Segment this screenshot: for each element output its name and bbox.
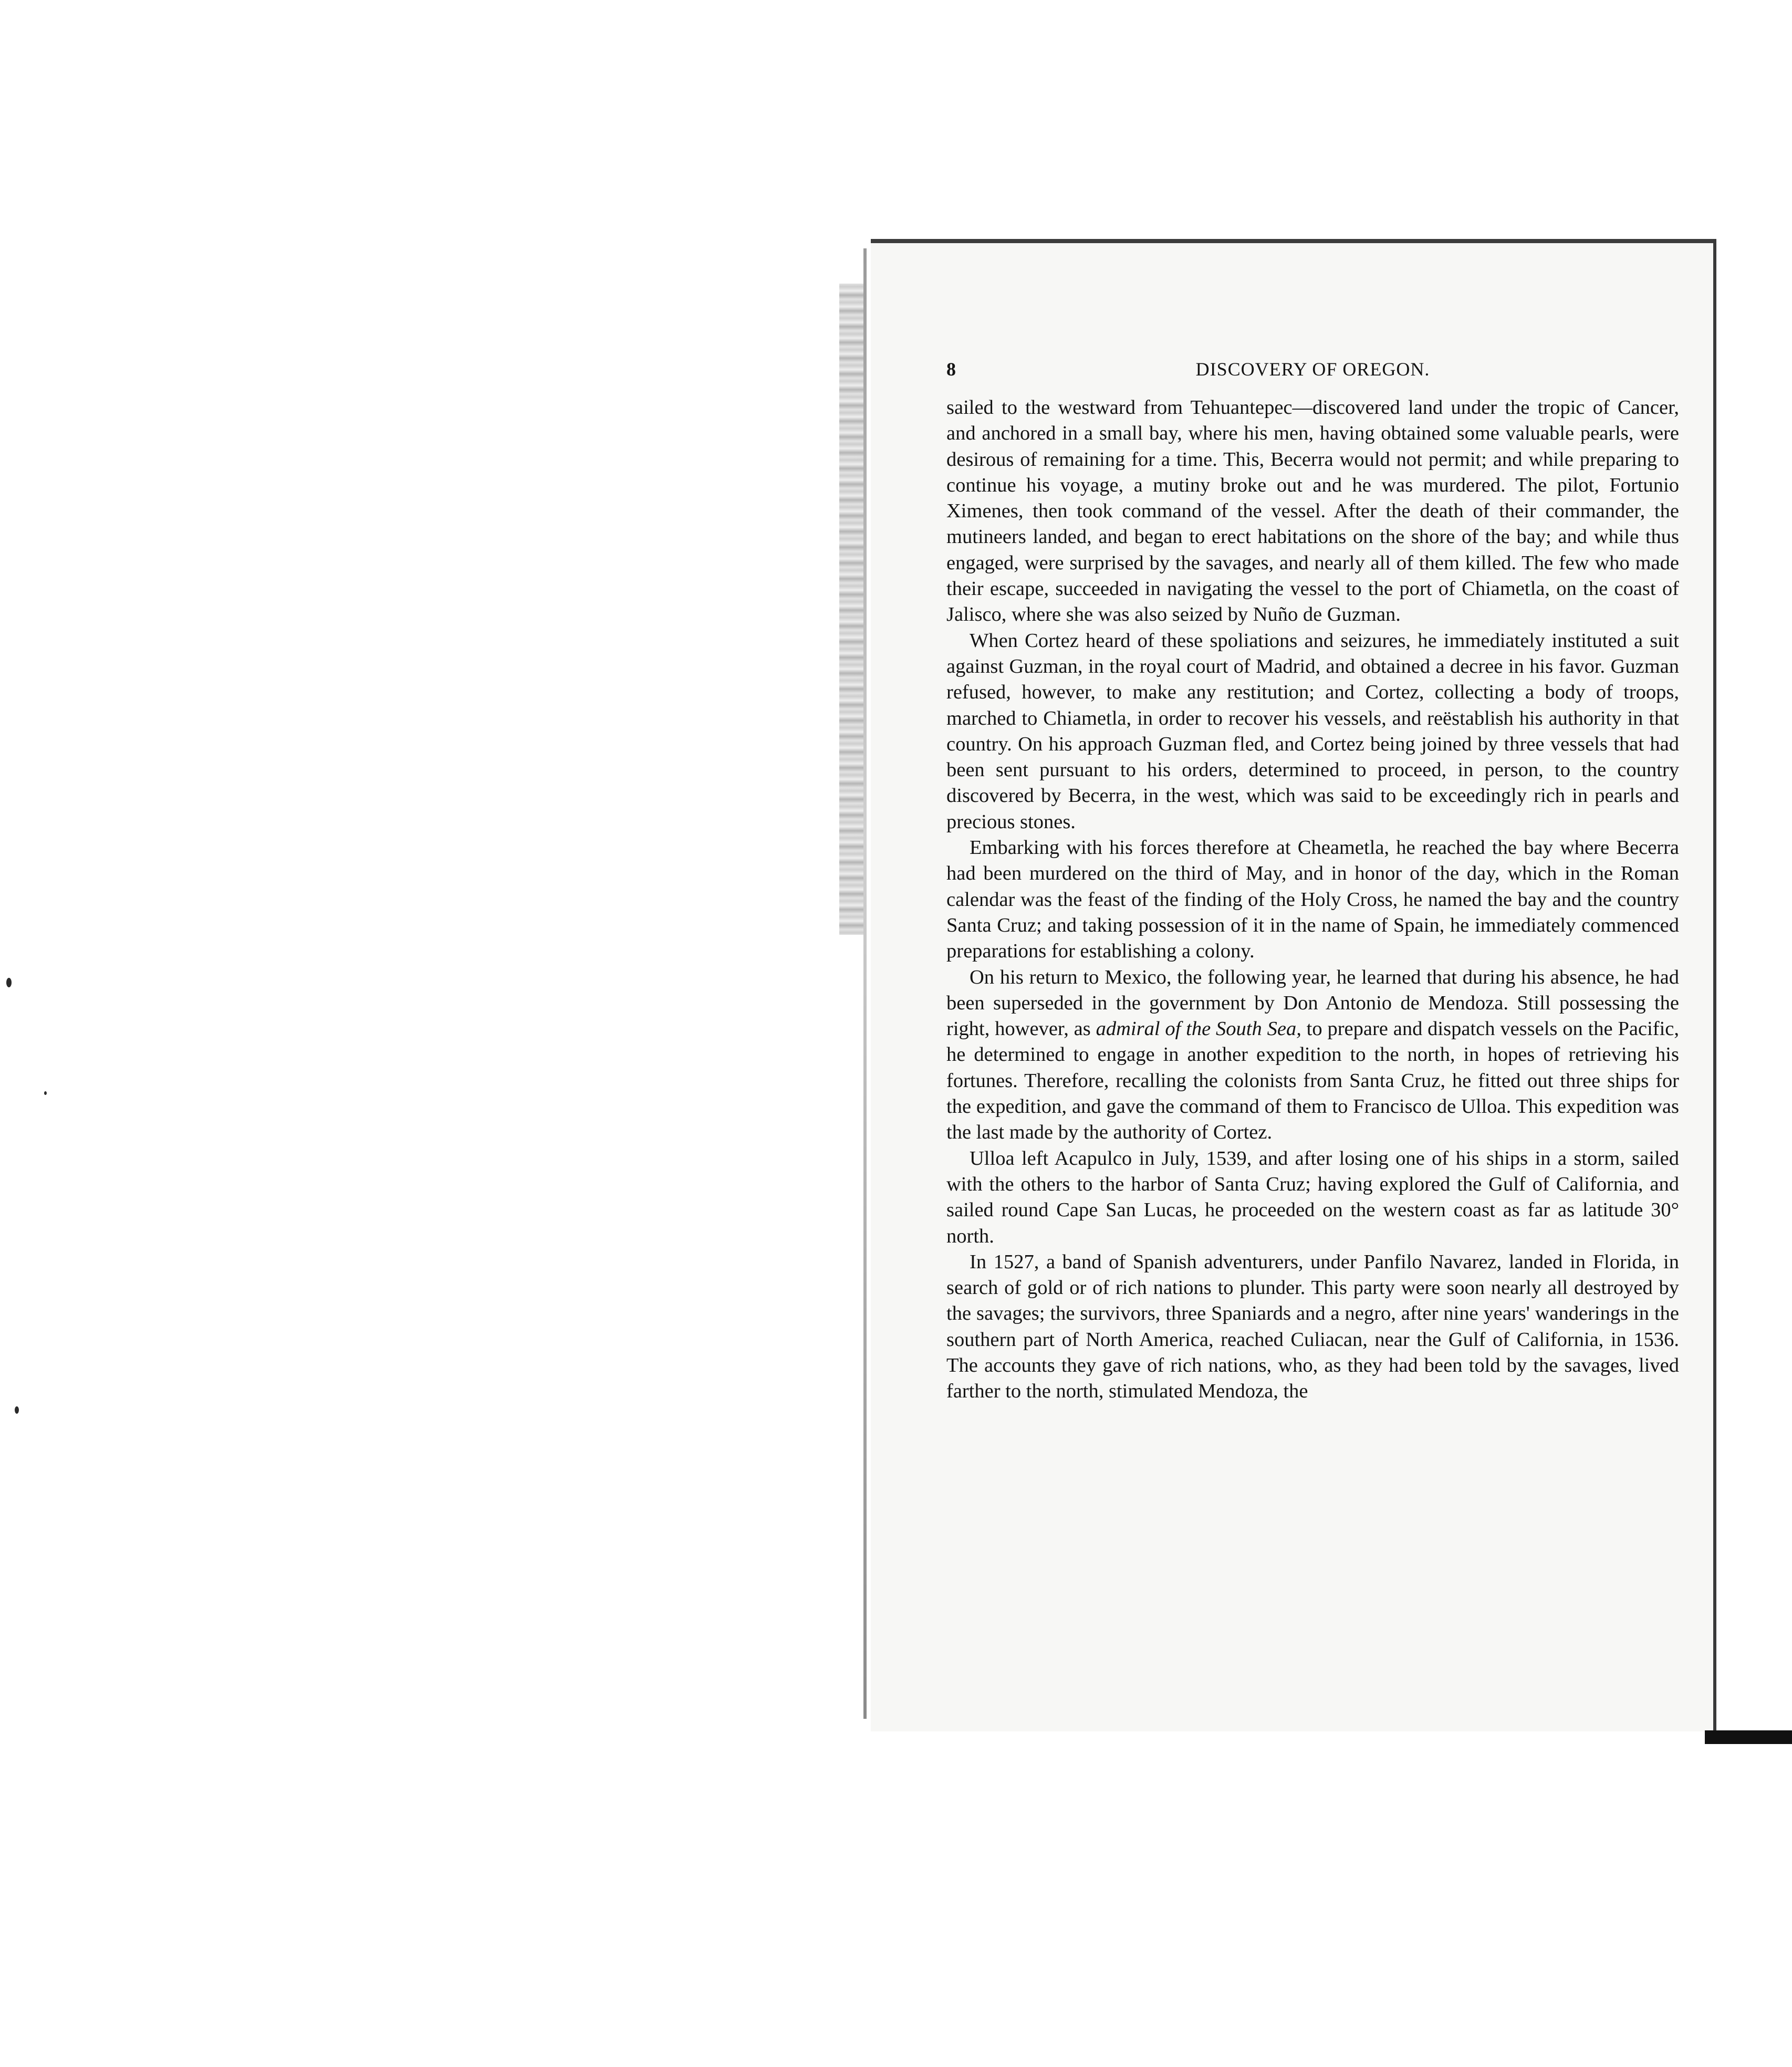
text-run: Embarking with his forces therefore at Cheametla, he reached the bay where Becerra had been murdered on the third of May, and in honor of the day, which in the Roman calendar was the feast of the finding of the Holy Cross, he named the bay and the country Santa Cruz; and taking possession of it in the name of Spain, he immediately commenced preparations for establishing a colony. bbox=[946, 837, 1679, 963]
body-text bbox=[946, 395, 1679, 1405]
book-binding bbox=[839, 284, 864, 935]
paragraph bbox=[946, 395, 1679, 628]
paragraph bbox=[946, 1146, 1679, 1249]
next-page-shadow bbox=[1705, 1730, 1792, 1744]
running-title: DISCOVERY OF OREGON. bbox=[1195, 359, 1430, 380]
text-run: Ulloa left Acapulco in July, 1539, and after losing one of his ships in a storm, sailed with the others to the harbor of Santa Cruz; having explored the Gulf of California, and sailed round Cape San Lucas, he proceeded on the western coast as far as latitude 30° north. bbox=[946, 1147, 1679, 1247]
text-run: to prepare and dispatch vessels on the Pacific, he determined to engage in another expedition to the north, in hopes of retrieving his fortunes. Therefore, recalling the colonists from Santa Cruz, he fitted out three ships for the expedition, and gave the command of them to Francisco de Ulloa. This expedition was the last made by the authority of Cortez. bbox=[946, 1018, 1679, 1144]
italic-phrase: admiral of the South Sea, bbox=[1096, 1018, 1301, 1040]
paragraph bbox=[946, 1249, 1679, 1405]
running-head bbox=[946, 358, 1679, 384]
text-run: In 1527, a band of Spanish adventurers, under Panfilo Navarez, landed in Florida, in search of gold or of rich nations to plunder. This party were soon nearly all destroyed by the savages; the survivors, three Spaniards and a negro, after nine years' wanderings in the southern part of North America, reached Culiacan, near the Gulf of California, in 1536. The accounts they gave of rich nations, who, as they had been told by the savages, lived farther to the north, stimulated Mendoza, the bbox=[946, 1250, 1679, 1403]
text-run: On his return to Mexico, the following year, he learned that during his absence, he had been superseded in the government by Don Antonio de Mendoza. Still possessing the right, however, as bbox=[946, 966, 1679, 1040]
scan-speck bbox=[6, 978, 12, 987]
paragraph bbox=[946, 835, 1679, 964]
paragraph bbox=[946, 965, 1679, 1146]
scan-speck bbox=[44, 1091, 47, 1095]
paragraph bbox=[946, 628, 1679, 835]
next-page-edge bbox=[1713, 239, 1792, 1731]
page-number: 8 bbox=[946, 359, 956, 380]
scan-speck bbox=[15, 1406, 19, 1414]
text-run: When Cortez heard of these spoliations and seizures, he immediately instituted a suit against Guzman, in the royal court of Madrid, and obtained a decree in his favor. Guzman refused, however, to make any restitution; and Cortez, collecting a body of troops, marched to Chiametla, in order to recover his vessels, and reëstablish his authority in that country. On his approach Guzman fled, and Cortez being joined by three vessels that had been sent pursuant to his orders, determined to proceed, in person, to the country discovered by Becerra, in the west, which was said to be exceedingly rich in pearls and precious stones. bbox=[946, 629, 1679, 833]
text-run: sailed to the westward from Tehuantepec—discovered land under the tropic of Cancer, and anchored in a small bay, where his men, having obtained some valuable pearls, were desirous of remaining for a time. This, Becerra would not permit; and while preparing to continue his voyage, a mutiny broke out and he was murdered. The pilot, Fortunio Ximenes, then took command of the vessel. After the death of their commander, the mutineers landed, and began to erect habitations on the shore of the bay; and while thus engaged, were surprised by the savages, and nearly all of them killed. The few who made their escape, succeeded in navigating the vessel to the port of Chiametla, on the coast of Jalisco, where she was also seized by Nuño de Guzman. bbox=[946, 396, 1679, 626]
